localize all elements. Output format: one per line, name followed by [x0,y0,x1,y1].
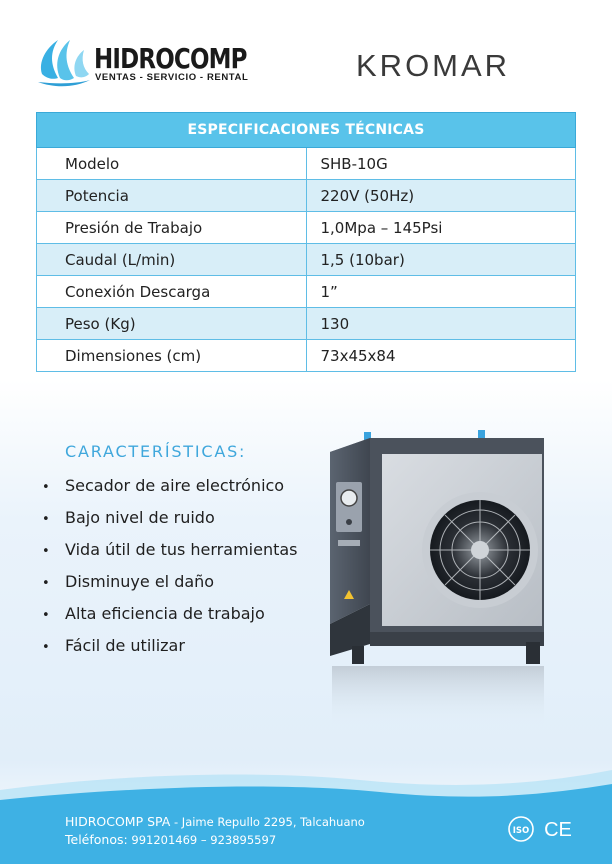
table-row [37,148,576,180]
kromar-wordmark: KROMAR [356,48,511,83]
spec-value: 1” [306,276,576,308]
spec-value: 130 [306,308,576,340]
spec-value: 1,5 (10bar) [306,244,576,276]
ce-mark-icon: CE [544,819,572,841]
features-title: CARACTERÍSTICAS: [65,442,247,461]
table-row [37,180,576,212]
spec-table [36,112,576,372]
list-item [42,601,298,633]
table-row [37,308,576,340]
brand-name: HIDROCOMP [94,42,247,75]
feature-text: Vida útil de tus herramientas [65,540,298,559]
feature-text: Disminuye el daño [65,572,215,591]
table-row [37,340,576,372]
table-row [37,244,576,276]
phones-label: Teléfonos: [65,832,128,847]
spec-label: Modelo [37,148,307,180]
spec-value: 73x45x84 [306,340,576,372]
phone-numbers: 991201469 – 923895597 [131,833,277,847]
spec-value: 220V (50Hz) [306,180,576,212]
list-item [42,569,298,601]
spec-label: Conexión Descarga [37,276,307,308]
company-name: HIDROCOMP SPA [65,814,171,829]
list-item [42,537,298,569]
spec-label: Dimensiones (cm) [37,340,307,372]
list-item [42,505,298,537]
list-item [42,473,298,505]
spec-value: SHB-10G [306,148,576,180]
bullet-icon: • [42,576,50,591]
feature-text: Bajo nivel de ruido [65,508,215,527]
spec-label: Caudal (L/min) [37,244,307,276]
feature-text: Secador de aire electrónico [65,476,285,495]
iso-icon [509,817,533,841]
air-dryer-image [312,428,564,728]
brand-tagline: VENTAS - SERVICIO - RENTAL [95,72,249,83]
feature-text: Alta eficiencia de trabajo [65,604,265,623]
iso-text: ISO [512,826,530,836]
bullet-icon: • [42,608,50,623]
bullet-icon: • [42,512,50,527]
hidrocomp-logo [36,34,266,90]
spec-label: Potencia [37,180,307,212]
separator: - [170,815,182,829]
spec-table-title: ESPECIFICACIONES TÉCNICAS [37,113,576,148]
table-row [37,276,576,308]
kromar-logo [356,48,536,88]
spec-label: Peso (Kg) [37,308,307,340]
bullet-icon: • [42,480,50,495]
feature-text: Fácil de utilizar [65,636,185,655]
list-item [42,633,298,665]
bullet-icon: • [42,640,50,655]
spec-label: Presión de Trabajo [37,212,307,244]
bullet-icon: • [42,544,50,559]
table-row [37,212,576,244]
water-splash-icon [36,34,92,90]
certification-marks [508,815,580,843]
footer-contact [65,813,365,849]
company-address: Jaime Repullo 2295, Talcahuano [181,815,365,829]
features-list [42,473,298,665]
spec-value: 1,0Mpa – 145Psi [306,212,576,244]
